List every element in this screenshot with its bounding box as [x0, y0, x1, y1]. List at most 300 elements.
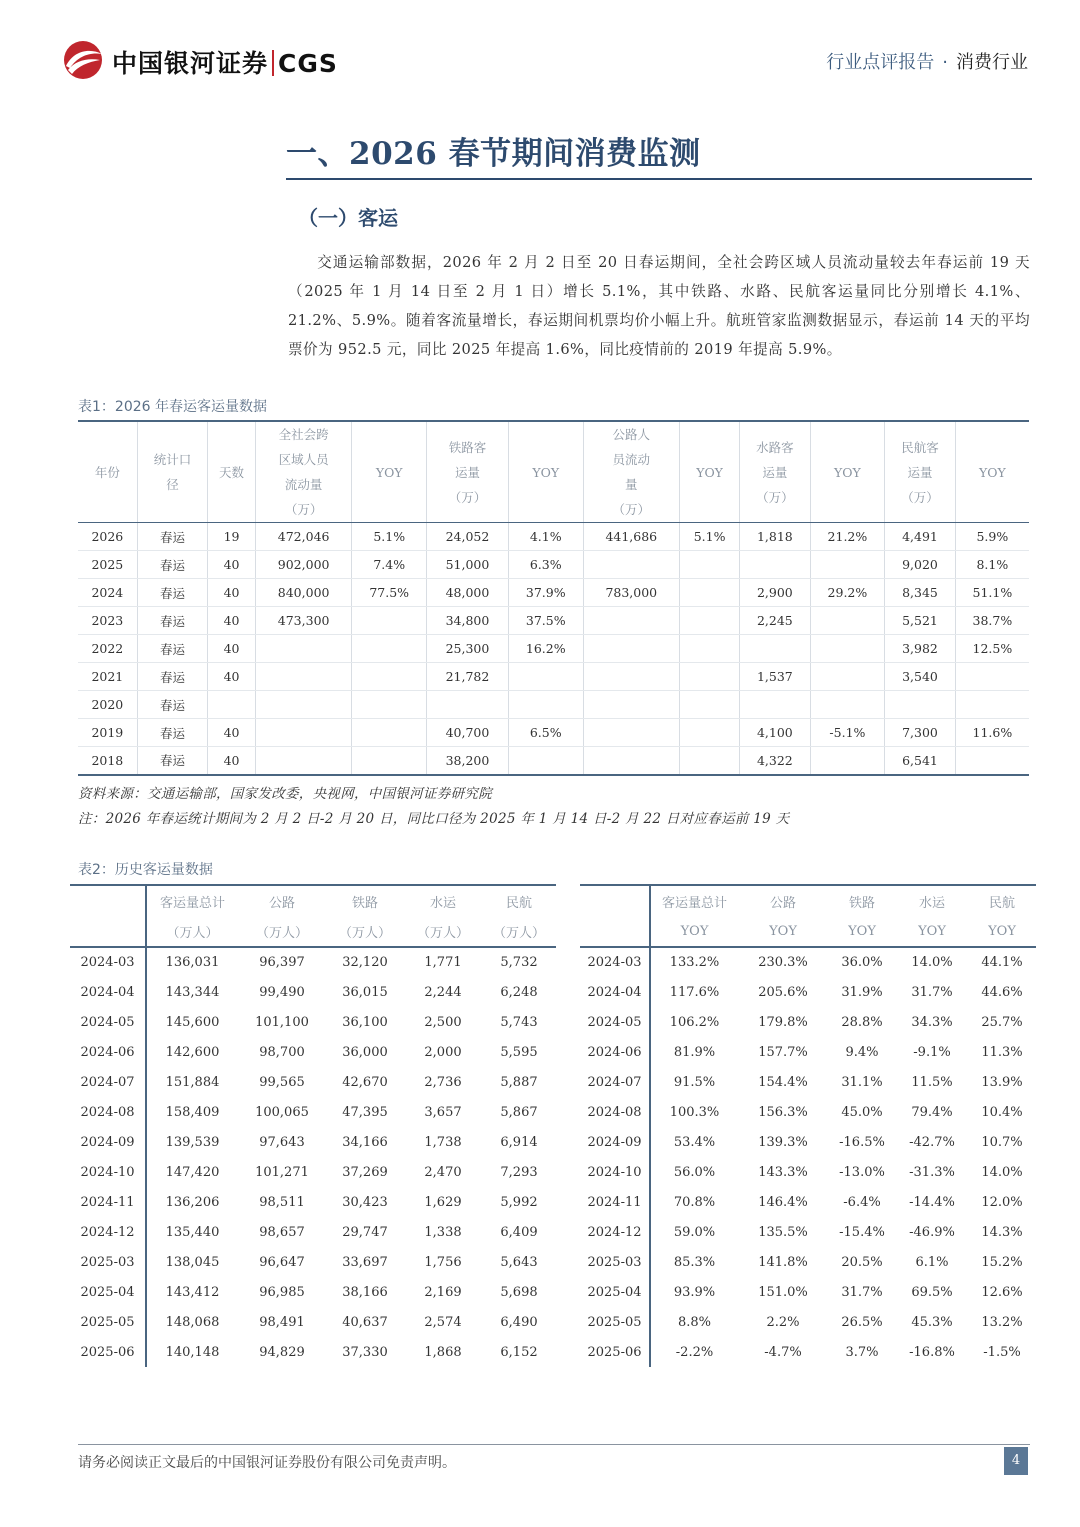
table-cell: 91.5% — [673, 1074, 716, 1090]
table-cell: 141.8% — [758, 1254, 808, 1270]
table-cell: 28.8% — [841, 1014, 883, 1030]
table-cell: 37,330 — [342, 1344, 388, 1360]
table-cell: 98,491 — [259, 1314, 305, 1330]
table1-header-cell — [955, 421, 1029, 523]
table-cell: -31.3% — [909, 1164, 955, 1180]
table-cell: 2020 — [78, 691, 137, 719]
table-cell: 5.1% — [680, 523, 740, 551]
table1-note: 注：2026 年春运统计期间为 2 月 2 日-2 月 20 日，同比口径为 2025 年 1 月 14 日-2 月 22 日对应春运前 19 天 — [78, 811, 790, 827]
table-cell — [955, 747, 1029, 775]
table-cell — [583, 607, 680, 635]
table-row — [70, 1037, 556, 1067]
table-cell: 5,698 — [500, 1284, 538, 1300]
table-cell — [583, 551, 680, 579]
table-cell: 10.4% — [981, 1104, 1023, 1120]
table1-header-line: 运量 — [762, 464, 788, 480]
table-cell: -42.7% — [909, 1134, 955, 1150]
table-cell — [810, 663, 885, 691]
table-cell: 230.3% — [758, 955, 808, 970]
table-cell: 138,045 — [165, 1254, 220, 1270]
table-cell: 98,657 — [259, 1224, 305, 1240]
table2-header-cell: 水运 — [896, 885, 968, 916]
table-cell: 145,600 — [165, 1014, 220, 1030]
table-cell: -13.0% — [839, 1164, 885, 1180]
table-cell: -9.1% — [913, 1044, 951, 1060]
table-cell: 40 — [208, 747, 256, 775]
table-cell: 8,345 — [885, 579, 956, 607]
table-cell: 100.3% — [669, 1104, 720, 1120]
table-cell — [680, 691, 740, 719]
table-cell: 6.1% — [915, 1254, 949, 1270]
table-row — [580, 1277, 1036, 1307]
table-cell: 101,271 — [255, 1164, 309, 1180]
table-row — [78, 579, 1029, 607]
table-cell — [955, 691, 1029, 719]
table-cell: 11.5% — [911, 1074, 953, 1090]
passenger-volume-table — [70, 884, 556, 1367]
table-cell: 81.9% — [673, 1044, 716, 1060]
table-cell: 179.8% — [758, 1014, 808, 1030]
table-cell: 2024-07 — [70, 1067, 146, 1097]
table-cell — [583, 747, 680, 775]
table-cell: 97,643 — [259, 1134, 305, 1150]
table-cell: 2024-10 — [70, 1157, 146, 1187]
table-cell: 40,637 — [342, 1314, 388, 1330]
table-cell: 5,521 — [885, 607, 956, 635]
table-cell: 12.5% — [955, 635, 1029, 663]
table-cell: 40 — [208, 579, 256, 607]
table-cell: 2,500 — [424, 1014, 462, 1030]
table-cell: 24,052 — [426, 523, 508, 551]
table-cell — [255, 747, 352, 775]
table-cell: 2024-03 — [70, 947, 146, 977]
table2-header-cell: （万人） — [482, 916, 556, 947]
table-cell: 783,000 — [583, 579, 680, 607]
table1-header-line: 全社会跨 — [278, 427, 329, 442]
table-cell: 21.2% — [810, 523, 885, 551]
table-cell: -6.4% — [843, 1194, 881, 1210]
table-cell — [583, 719, 680, 747]
table-row — [580, 1307, 1036, 1337]
table-cell: 143.3% — [758, 1164, 808, 1180]
table-cell — [740, 635, 811, 663]
table1-header-line: 运量 — [907, 464, 933, 480]
table-cell: 31.7% — [841, 1284, 883, 1300]
table-cell: 154.4% — [758, 1074, 808, 1090]
table-row — [70, 1217, 556, 1247]
table1-header-line: 员流动 — [612, 452, 651, 467]
table1-header-line: （万） — [448, 489, 487, 505]
table-cell: 101,100 — [255, 1014, 309, 1030]
table-cell: 79.4% — [911, 1104, 953, 1120]
section-divider — [286, 178, 1032, 180]
table-cell: 34,800 — [426, 607, 508, 635]
table-row — [580, 1337, 1036, 1367]
table-cell: 2,245 — [740, 607, 811, 635]
table-cell: 2024-03 — [580, 947, 650, 977]
table-cell: 6,248 — [500, 984, 538, 1000]
table-cell: 143,412 — [165, 1284, 220, 1300]
table-cell: 春运 — [137, 747, 208, 775]
table-cell: 2025-05 — [70, 1307, 146, 1337]
table-cell: 36.0% — [841, 955, 883, 970]
table-cell: 2019 — [78, 719, 137, 747]
table2-header-cell: 民航 — [482, 885, 556, 916]
table-cell — [352, 663, 427, 691]
table-cell: 2024-11 — [580, 1187, 650, 1217]
table-cell: 2,244 — [424, 984, 462, 1000]
table-cell: 1,771 — [424, 955, 462, 970]
table-cell: 56.0% — [673, 1164, 716, 1180]
table-cell: 6,490 — [500, 1314, 538, 1330]
table-cell: 5,867 — [500, 1104, 538, 1120]
table1-header-line: 统计口 — [153, 452, 192, 467]
table-cell: 6,152 — [500, 1344, 538, 1360]
table-cell: 1,537 — [740, 663, 811, 691]
table-cell — [810, 635, 885, 663]
table-cell — [508, 663, 583, 691]
table-cell — [583, 635, 680, 663]
table-cell: 59.0% — [673, 1224, 716, 1240]
table-cell: 40 — [208, 719, 256, 747]
table-cell — [352, 719, 427, 747]
table2-header-cell — [580, 916, 650, 947]
table-cell: 151.0% — [758, 1284, 808, 1300]
table-cell: 34,166 — [342, 1134, 388, 1150]
table-cell: 96,647 — [259, 1254, 305, 1270]
table-row — [78, 747, 1029, 775]
table-row — [580, 947, 1036, 977]
table-cell: 12.0% — [981, 1194, 1023, 1210]
table-cell: 2024-04 — [580, 977, 650, 1007]
table-cell: 441,686 — [583, 523, 680, 551]
table-cell — [680, 607, 740, 635]
table-cell: 45.3% — [911, 1314, 953, 1330]
table-cell: 48,000 — [426, 579, 508, 607]
table2-header-cell: 民航 — [968, 885, 1036, 916]
section-title: 一、2026 春节期间消费监测 — [286, 136, 701, 172]
table-cell — [885, 691, 956, 719]
table-cell: 32,120 — [342, 955, 388, 970]
table-cell — [810, 551, 885, 579]
table-cell: 135.5% — [758, 1224, 808, 1240]
table-cell: 51.1% — [955, 579, 1029, 607]
table-cell: 19 — [208, 523, 256, 551]
table-cell: 96,985 — [259, 1284, 305, 1300]
table-cell: 44.6% — [981, 984, 1023, 1000]
table1-header-line: 铁路客 — [448, 439, 487, 455]
table-cell: 143,344 — [165, 984, 220, 1000]
table-cell: 51,000 — [426, 551, 508, 579]
table-cell: 1,756 — [424, 1254, 462, 1270]
table-cell: 5.9% — [955, 523, 1029, 551]
table-cell: 37,269 — [342, 1164, 388, 1180]
table-cell: 5,743 — [500, 1014, 538, 1030]
table-cell: 14.0% — [911, 955, 953, 970]
table-row — [78, 523, 1029, 551]
table-cell: 8.8% — [677, 1314, 712, 1330]
table-cell — [508, 691, 583, 719]
table-cell: 37.5% — [508, 607, 583, 635]
table-cell: 106.2% — [669, 1014, 720, 1030]
table-cell: 21,782 — [426, 663, 508, 691]
table-cell: 11.6% — [955, 719, 1029, 747]
table-cell: 40 — [208, 663, 256, 691]
table-row — [70, 1007, 556, 1037]
table-cell: 53.4% — [673, 1134, 716, 1150]
table1-header-cell — [885, 421, 956, 523]
table-cell — [680, 663, 740, 691]
table-cell: 70.8% — [673, 1194, 716, 1210]
table-cell: 2025-05 — [580, 1307, 650, 1337]
table-cell — [352, 635, 427, 663]
table-cell — [740, 691, 811, 719]
table-row — [70, 947, 556, 977]
table1-header-line: 区域人员 — [278, 452, 329, 467]
table-cell: 5,643 — [500, 1254, 538, 1270]
table-cell — [426, 691, 508, 719]
table-cell: 34.3% — [911, 1014, 953, 1030]
table-cell: 2018 — [78, 747, 137, 775]
table-cell: 2024-06 — [70, 1037, 146, 1067]
table1-header-line: YOY — [834, 464, 861, 480]
table-cell: -1.5% — [983, 1344, 1021, 1360]
table-cell: 4,100 — [740, 719, 811, 747]
table-cell: 2,574 — [424, 1314, 462, 1330]
table-cell: 春运 — [137, 691, 208, 719]
table1-header-line: 民航客 — [901, 439, 939, 455]
table-row — [580, 1157, 1036, 1187]
table-row — [70, 1277, 556, 1307]
table-cell: 2024-05 — [580, 1007, 650, 1037]
table2-header-cell: （万人） — [404, 916, 482, 947]
table2-header-cell: 水运 — [404, 885, 482, 916]
table-cell: 春运 — [137, 663, 208, 691]
table-row — [78, 691, 1029, 719]
table-cell — [208, 691, 256, 719]
table-cell: 2025-06 — [70, 1337, 146, 1367]
table-cell: 840,000 — [255, 579, 352, 607]
table-cell: 140,148 — [165, 1344, 220, 1360]
table-cell: 33,697 — [342, 1254, 388, 1270]
table1-header-cell — [426, 421, 508, 523]
table-cell: 2022 — [78, 635, 137, 663]
body-paragraph: 交通运输部数据，2026 年 2 月 2 日至 20 日春运期间，全社会跨区域人员流动量较去年春运前 19 天（2025 年 1 月 14 日至 2 月 1 日）增长 5.1%，其中铁路、水路、民航客运量同比分别增长 4.1%、21.2%、5.9%。随着客流量增长，春运期间机票均价小幅上升。航班管家监测数据显示，春运前 14 天的平均票价为 952.5 元，同比 2025 年提高 1.6%，同比疫情前的 2019 年提高 5.9%。 — [288, 254, 1030, 358]
table-cell — [955, 663, 1029, 691]
table-cell: 2,470 — [424, 1164, 462, 1180]
table-cell: 2024-09 — [580, 1127, 650, 1157]
table2-header-cell: （万人） — [238, 916, 326, 947]
table-cell: 20.5% — [841, 1254, 883, 1270]
table1-header-line: 公路人 — [612, 427, 651, 442]
table1-header-cell — [583, 421, 680, 523]
table-cell: 94,829 — [259, 1344, 305, 1360]
table-cell: 146.4% — [758, 1194, 808, 1210]
page-number: 4 — [1004, 1447, 1028, 1475]
table-cell: 77.5% — [352, 579, 427, 607]
table-cell: 6,914 — [500, 1134, 538, 1150]
table-cell: 2025-03 — [70, 1247, 146, 1277]
table-cell — [583, 663, 680, 691]
table-cell: 10.7% — [981, 1134, 1023, 1150]
table-cell: 5,992 — [500, 1194, 538, 1210]
table-cell: 902,000 — [255, 551, 352, 579]
table-cell: 2.2% — [766, 1314, 800, 1330]
table-cell: 47,395 — [342, 1104, 388, 1120]
table-cell: 2024-08 — [70, 1097, 146, 1127]
table-cell: -5.1% — [810, 719, 885, 747]
table-cell — [680, 635, 740, 663]
table-cell: 40,700 — [426, 719, 508, 747]
table-cell: 117.6% — [669, 984, 720, 1000]
table-cell: 2025-06 — [580, 1337, 650, 1367]
table-cell: 6.3% — [508, 551, 583, 579]
table-cell: 4.1% — [508, 523, 583, 551]
table-row — [78, 551, 1029, 579]
table-cell: 6,541 — [885, 747, 956, 775]
table2-header-cell: 公路 — [738, 885, 828, 916]
footer-divider — [78, 1444, 1030, 1445]
table-cell — [810, 607, 885, 635]
table-row — [580, 1067, 1036, 1097]
table-cell: 139,539 — [165, 1134, 220, 1150]
table-cell — [810, 691, 885, 719]
table-cell — [680, 719, 740, 747]
table-cell: 45.0% — [841, 1104, 883, 1120]
table-row — [78, 663, 1029, 691]
table-cell — [352, 607, 427, 635]
table1-header-line: 流动量 — [284, 477, 323, 492]
table-cell: 7,300 — [885, 719, 956, 747]
subsection-title: （一）客运 — [298, 206, 398, 230]
table-cell: 9,020 — [885, 551, 956, 579]
table-cell: -15.4% — [839, 1224, 885, 1240]
table2-header-cell: 铁路 — [326, 885, 404, 916]
table-cell — [680, 747, 740, 775]
table-cell: 13.9% — [981, 1074, 1023, 1090]
table2-header-cell: YOY — [828, 916, 896, 947]
table-cell: 136,031 — [165, 955, 220, 970]
table-cell: 31.1% — [841, 1074, 883, 1090]
table-cell: 69.5% — [911, 1284, 953, 1300]
table2-header-cell: （万人） — [326, 916, 404, 947]
table2-header-cell — [70, 885, 146, 916]
table-cell: 2,736 — [424, 1074, 462, 1090]
table-cell: 135,440 — [165, 1224, 220, 1240]
table-cell — [255, 691, 352, 719]
table1-header-line: 运量 — [454, 464, 480, 480]
table-cell: 春运 — [137, 607, 208, 635]
table-cell: 13.2% — [981, 1314, 1023, 1330]
table1-header-line: （万） — [901, 489, 939, 505]
table1-header-cell — [352, 421, 427, 523]
table-cell: 472,046 — [255, 523, 352, 551]
table-cell: 2,000 — [424, 1044, 462, 1060]
table-row — [580, 1097, 1036, 1127]
table-cell: 2024-11 — [70, 1187, 146, 1217]
passenger-yoy-table — [580, 884, 1036, 1367]
table-cell: 5.1% — [352, 523, 427, 551]
table2-header-cell: YOY — [738, 916, 828, 947]
table-cell: 2025-03 — [580, 1247, 650, 1277]
table1-header-cell — [78, 421, 137, 523]
table1-source: 资料来源：交通运输部，国家发改委，央视网，中国银河证券研究院 — [78, 786, 492, 802]
footer-disclaimer: 请务必阅读正文最后的中国银河证券股份有限公司免责声明。 — [78, 1455, 456, 1471]
table-row — [70, 1337, 556, 1367]
table-cell: -16.8% — [909, 1344, 955, 1360]
table-cell: 2,900 — [740, 579, 811, 607]
table-cell: 157.7% — [758, 1044, 808, 1060]
table-cell: 2024-12 — [70, 1217, 146, 1247]
table-cell: 40 — [208, 635, 256, 663]
table-cell: 148,068 — [165, 1314, 220, 1330]
table-cell: 133.2% — [669, 955, 720, 970]
table-cell: 11.3% — [981, 1044, 1023, 1060]
table-cell: 1,629 — [424, 1194, 462, 1210]
table-cell: 44.1% — [981, 955, 1023, 970]
table-cell — [810, 747, 885, 775]
table-cell: 7.4% — [352, 551, 427, 579]
table-cell: 4,491 — [885, 523, 956, 551]
report-category: 行业点评报告 · 消费行业 — [826, 52, 1028, 73]
table-cell: 2024-05 — [70, 1007, 146, 1037]
table-cell: 156.3% — [758, 1104, 808, 1120]
table-cell: 25.7% — [981, 1014, 1023, 1030]
table1-header-line: YOY — [696, 464, 723, 480]
table1-header-line: YOY — [532, 464, 560, 480]
table-cell: 30,423 — [342, 1194, 388, 1210]
table-cell — [508, 747, 583, 775]
table-cell: 38,200 — [426, 747, 508, 775]
table-cell: 春运 — [137, 523, 208, 551]
table-cell: 85.3% — [673, 1254, 716, 1270]
table-cell: 3.7% — [845, 1344, 879, 1360]
table-cell: 36,100 — [342, 1014, 388, 1030]
table-cell: 5,595 — [500, 1044, 538, 1060]
table-cell: 99,565 — [259, 1074, 305, 1090]
table2-header-cell: 铁路 — [828, 885, 896, 916]
table-cell: 2025-04 — [580, 1277, 650, 1307]
table1-header-line: （万） — [756, 489, 794, 505]
table1-header-line: （万） — [612, 502, 651, 517]
table-cell: 29,747 — [342, 1224, 388, 1240]
table-cell: 38,166 — [342, 1284, 388, 1300]
table-cell: 6,409 — [500, 1224, 538, 1240]
table-cell: 40 — [208, 551, 256, 579]
table-row — [78, 635, 1029, 663]
table1-header-cell — [137, 421, 208, 523]
table2-header-cell — [70, 916, 146, 947]
table1-header-cell — [508, 421, 583, 523]
table-row — [70, 1187, 556, 1217]
table2-header-cell: YOY — [650, 916, 738, 947]
table-cell: 3,540 — [885, 663, 956, 691]
table-cell: 春运 — [137, 719, 208, 747]
table-cell: 2021 — [78, 663, 137, 691]
table-cell: 99,490 — [259, 984, 305, 1000]
table-cell: 147,420 — [165, 1164, 220, 1180]
table2-header-cell: YOY — [968, 916, 1036, 947]
table-cell: 7,293 — [500, 1164, 538, 1180]
table-cell — [740, 551, 811, 579]
table-cell: 42,670 — [342, 1074, 388, 1090]
table-cell: 春运 — [137, 579, 208, 607]
table-cell: 2024-07 — [580, 1067, 650, 1097]
table-cell: 136,206 — [165, 1194, 220, 1210]
table-row — [580, 1127, 1036, 1157]
table1-header-cell — [810, 421, 885, 523]
table-cell: -4.7% — [764, 1344, 802, 1360]
